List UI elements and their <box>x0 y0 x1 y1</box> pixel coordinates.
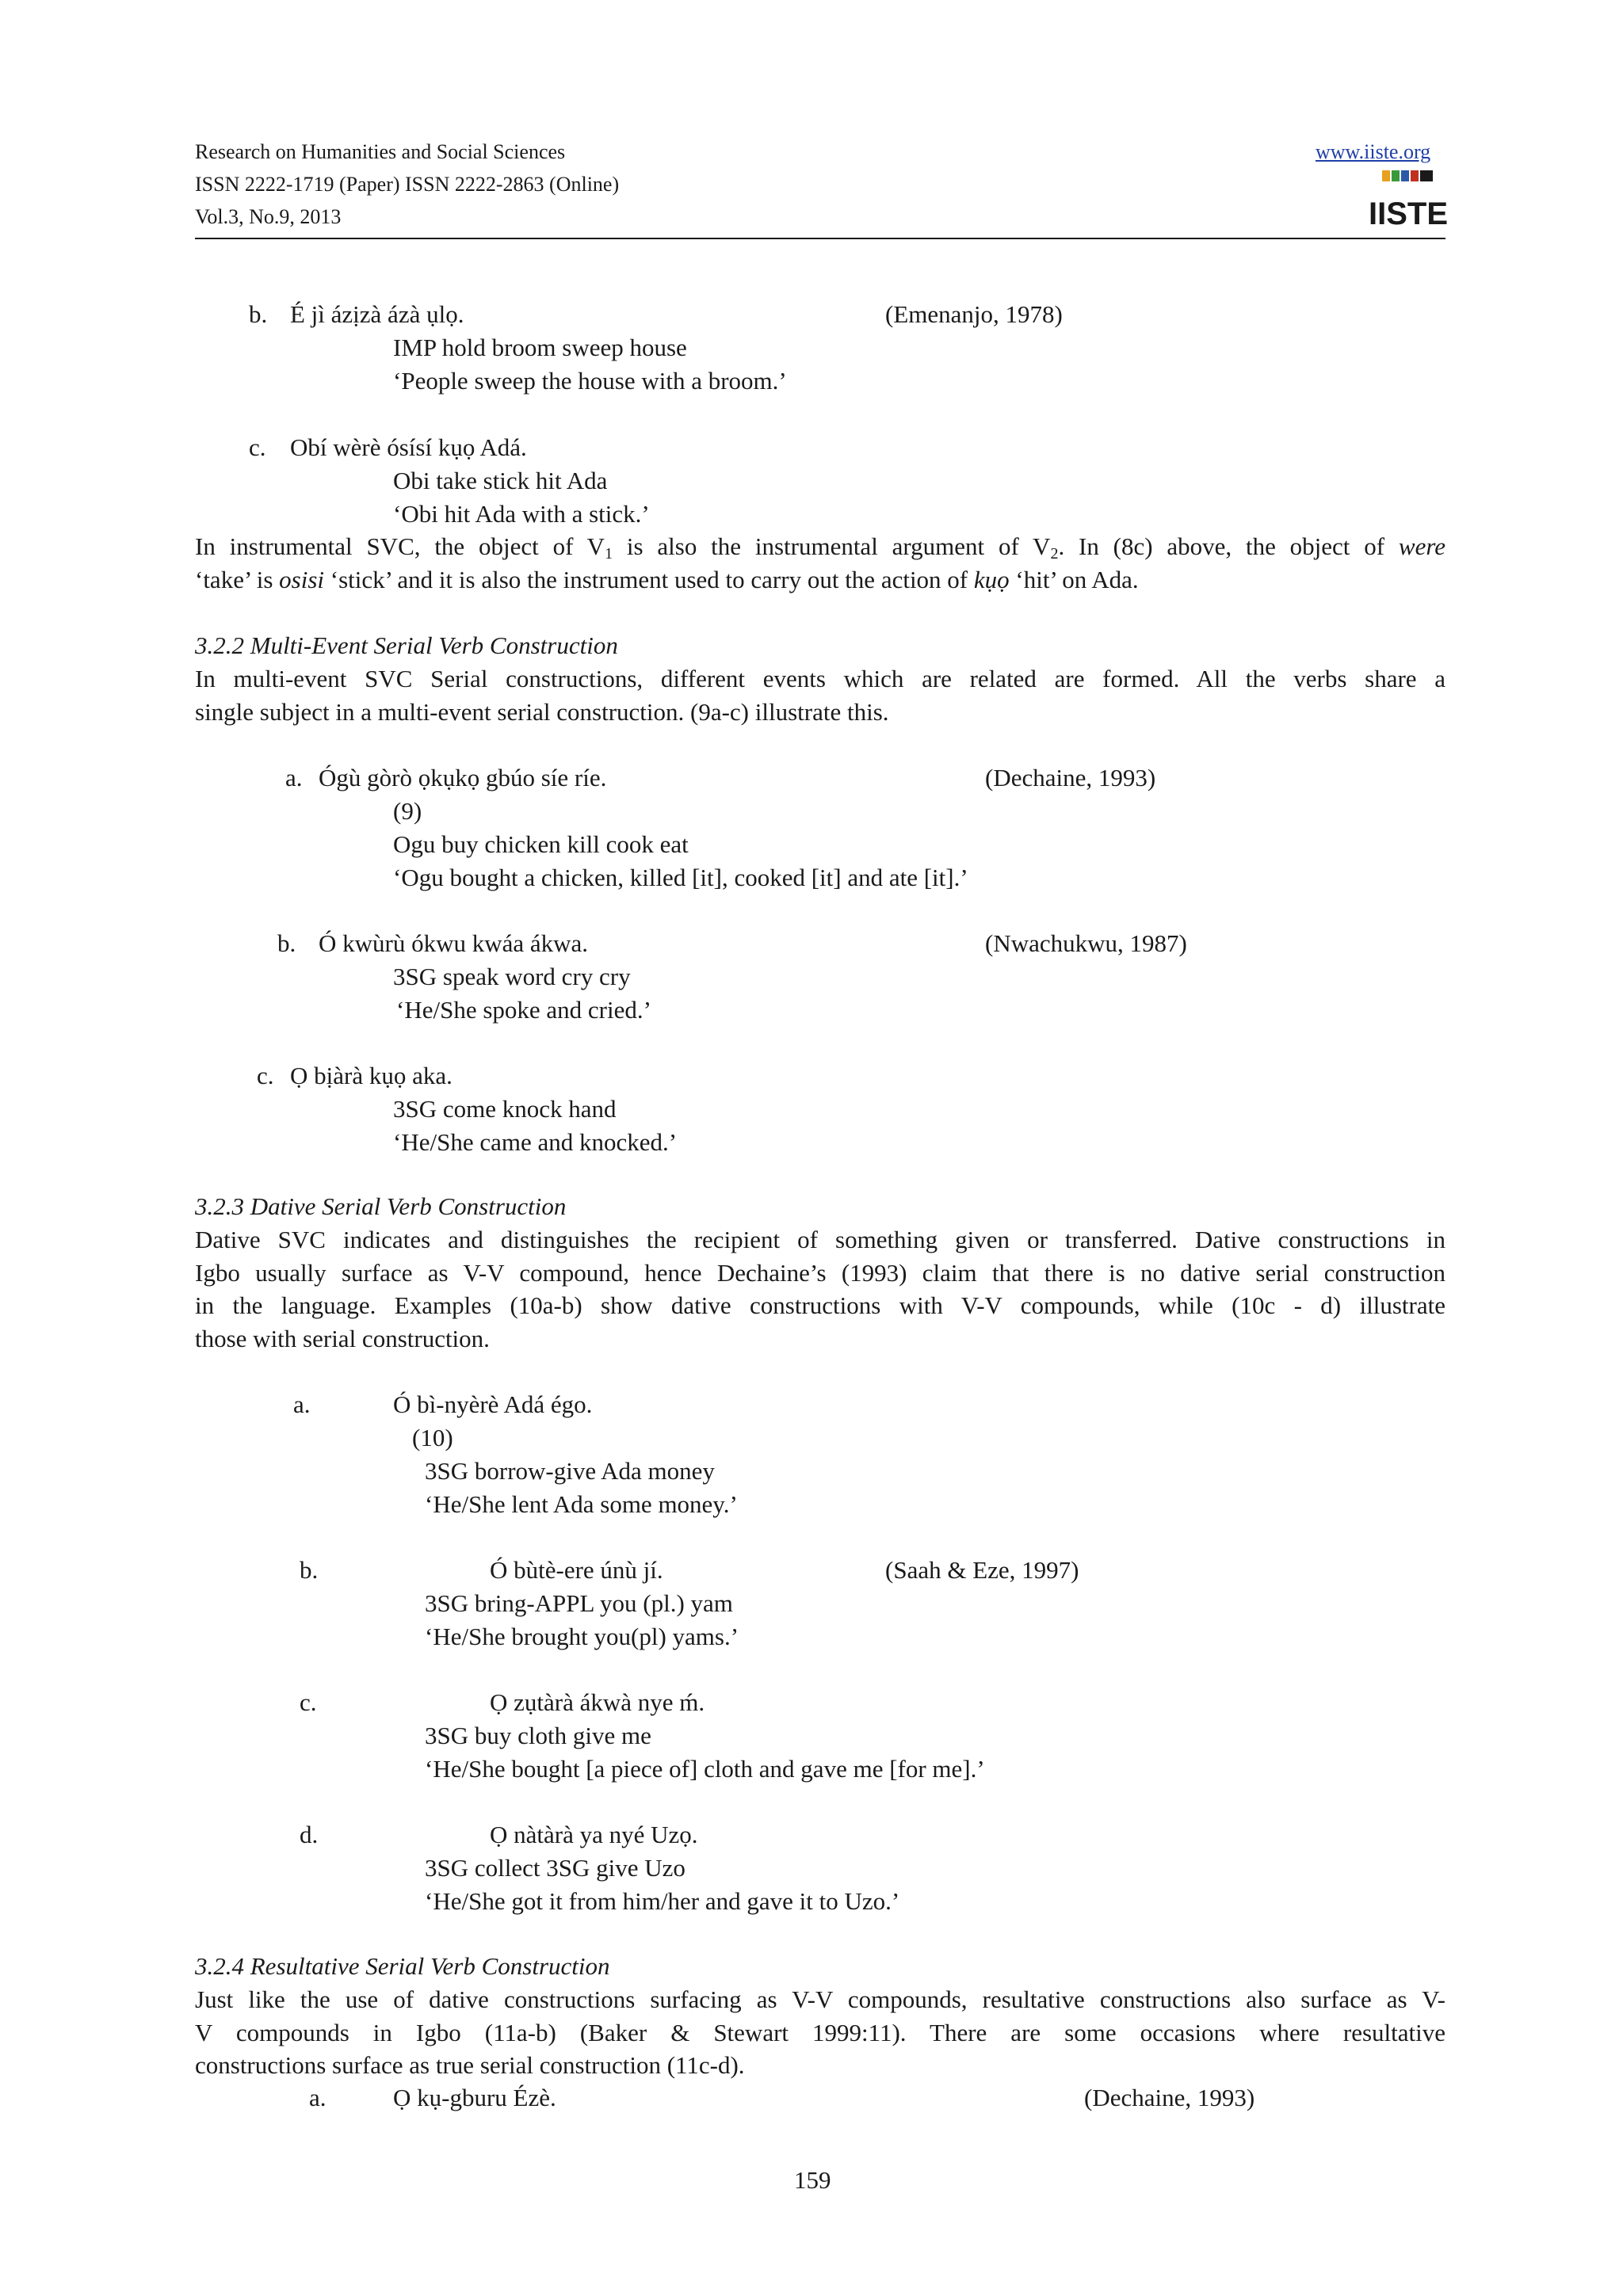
paragraph-resultative <box>195 1983 1445 2082</box>
ex10a-gloss: 3SG borrow-give Ada money <box>425 1457 715 1485</box>
paragraph-line: V compounds in Igbo (11a-b) (Baker & Stewart 1999:11). There are some occasions where resultative <box>195 2018 1445 2046</box>
ex9c-gloss: 3SG come knock hand <box>393 1095 617 1123</box>
header-rule <box>195 238 1445 239</box>
text-run: is also the instrumental argument of V <box>613 532 1051 560</box>
ex10b-label: b. <box>300 1556 319 1584</box>
paragraph-line: Just like the use of dative constructions surfacing as V-V compounds, resultative constructions also surface as V- <box>195 1985 1445 2013</box>
text-run: ‘take’ is <box>195 565 280 593</box>
ex9-number: (9) <box>393 797 422 825</box>
ex8c-igbo: Obí wèrè ósísí kụọ Adá. <box>290 433 527 461</box>
ex9c-label: c. <box>257 1062 274 1089</box>
ex10d-translation: ‘He/She got it from him/her and gave it to Uzo.’ <box>425 1887 900 1915</box>
ex9b-gloss: 3SG speak word cry cry <box>393 963 631 990</box>
ex9c-igbo: Ọ bịàrà kụọ aka. <box>290 1062 453 1089</box>
ex10b-citation: (Saah & Eze, 1997) <box>885 1556 1079 1584</box>
ex10c-gloss: 3SG buy cloth give me <box>425 1722 651 1749</box>
paragraph-line: In multi-event SVC Serial constructions, different events which are related are formed. All the verbs share a <box>195 665 1445 692</box>
ex10c-translation: ‘He/She bought [a piece of] cloth and gave me [for me].’ <box>425 1755 985 1783</box>
ex8b-gloss: IMP hold broom sweep house <box>393 334 687 361</box>
section-heading-3-2-4: 3.2.4 Resultative Serial Verb Construction <box>195 1952 610 1980</box>
paragraph-line: Dative SVC indicates and distinguishes the recipient of something given or transferred. Dative constructions in <box>195 1226 1445 1253</box>
ex8c-label: c. <box>249 433 266 461</box>
ex10-number: (10) <box>412 1424 453 1451</box>
paragraph-instrumental <box>195 530 1445 596</box>
ex9a-label: a. <box>285 764 303 791</box>
ex10b-gloss: 3SG bring-APPL you (pl.) yam <box>425 1589 733 1617</box>
paragraph-line <box>195 563 1445 597</box>
ex8b-translation: ‘People sweep the house with a broom.’ <box>393 367 787 395</box>
ex10a-label: a. <box>293 1390 311 1418</box>
ex11a-citation: (Dechaine, 1993) <box>1084 2084 1255 2111</box>
italic-term: kụọ <box>973 565 1010 593</box>
ex10b-igbo: Ó bùtè-ere únù jí. <box>490 1556 663 1584</box>
paragraph-line: Igbo usually surface as V-V compound, hence Dechaine’s (1993) claim that there is no dative serial construction <box>195 1258 1445 1287</box>
ex9b-citation: (Nwachukwu, 1987) <box>985 929 1187 957</box>
paragraph-line <box>195 530 1445 563</box>
subscript: 2 <box>1050 545 1059 563</box>
text-run: ‘hit’ on Ada. <box>1009 565 1139 593</box>
ex11a-igbo: Ọ kụ-gburu Ézè. <box>393 2084 556 2111</box>
ex9b-translation: ‘He/She spoke and cried.’ <box>396 996 651 1024</box>
ex9b-label: b. <box>277 929 296 957</box>
subscript: 1 <box>605 545 613 563</box>
text-run: ‘stick’ and it is also the instrument used to carry out the action of <box>324 565 974 593</box>
ex10a-igbo: Ó bì-nyèrè Adá égo. <box>393 1390 593 1418</box>
ex8c-translation: ‘Obi hit Ada with a stick.’ <box>393 500 650 528</box>
website-link[interactable]: www.iiste.org <box>1316 140 1431 163</box>
ex10c-label: c. <box>300 1688 317 1716</box>
volume-line: Vol.3, No.9, 2013 <box>195 205 342 228</box>
ex9a-citation: (Dechaine, 1993) <box>985 764 1156 791</box>
text-run: In instrumental SVC, the object of V <box>195 532 605 560</box>
ex10d-gloss: 3SG collect 3SG give Uzo <box>425 1854 685 1882</box>
paragraph-multi-event <box>195 662 1445 728</box>
ex10d-igbo: Ọ nàtàrà ya nyé Uzọ. <box>490 1821 698 1848</box>
journal-title: Research on Humanities and Social Sciences <box>195 140 566 163</box>
ex8c-gloss: Obi take stick hit Ada <box>393 467 608 494</box>
ex11a-label: a. <box>309 2084 327 2111</box>
ex9a-gloss: Ogu buy chicken kill cook eat <box>393 830 689 858</box>
ex10b-translation: ‘He/She brought you(pl) yams.’ <box>425 1623 739 1650</box>
ex9b-igbo: Ó kwùrù ókwu kwáa ákwa. <box>319 929 589 957</box>
iiste-logo-icon <box>1368 169 1449 231</box>
paragraph-line: single subject in a multi-event serial construction. (9a-c) illustrate this. <box>195 697 889 726</box>
text-run: . In (8c) above, the object of <box>1058 532 1399 560</box>
paragraph-line: in the language. Examples (10a-b) show dative constructions with V-V compounds, while (10c - d) illustrate <box>195 1291 1445 1319</box>
page-number: 159 <box>794 2166 831 2194</box>
paragraph-dative <box>195 1223 1445 1355</box>
ex10d-label: d. <box>300 1821 319 1848</box>
paragraph-line: those with serial construction. <box>195 1324 490 1352</box>
ex10c-igbo: Ọ zụtàrà ákwà nye ḿ. <box>490 1688 705 1716</box>
italic-term: were <box>1398 532 1445 560</box>
issn-line: ISSN 2222-1719 (Paper) ISSN 2222-2863 (Online) <box>195 173 620 196</box>
ex10a-translation: ‘He/She lent Ada some money.’ <box>425 1490 738 1518</box>
ex9a-igbo: Ógù gòrò ọkụkọ gbúo síe ríe. <box>319 764 607 791</box>
section-heading-3-2-3: 3.2.3 Dative Serial Verb Construction <box>195 1192 567 1220</box>
italic-term: osisi <box>279 565 325 593</box>
ex8b-label: b. <box>249 300 268 328</box>
ex8b-igbo: É jì ázịzà ázà ụlọ. <box>290 300 464 328</box>
ex9c-translation: ‘He/She came and knocked.’ <box>393 1128 678 1156</box>
ex8b-citation: (Emenanjo, 1978) <box>885 300 1063 328</box>
section-heading-3-2-2: 3.2.2 Multi-Event Serial Verb Construction <box>195 631 618 659</box>
paragraph-line: constructions surface as true serial construction (11c-d). <box>195 2051 745 2079</box>
logo-text: IISTE <box>1368 196 1449 231</box>
ex9a-translation: ‘Ogu bought a chicken, killed [it], cooked [it] and ate [it].’ <box>393 864 968 891</box>
